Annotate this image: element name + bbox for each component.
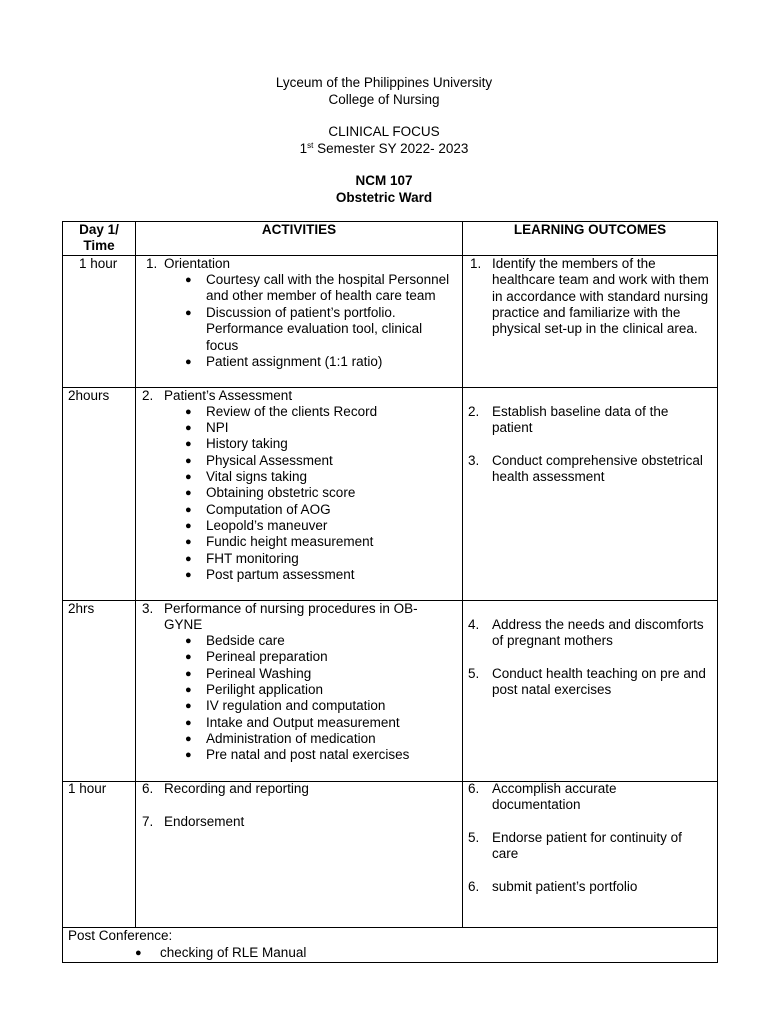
bullet-icon: ● — [185, 422, 192, 434]
activity-title: Patient’s Assessment — [164, 388, 293, 403]
university-name: Lyceum of the Philippines University — [275, 75, 493, 90]
bullet-text: Pre natal and post natal exercises — [206, 747, 410, 762]
semester-ordinal: 1 — [299, 141, 308, 156]
course-code: NCM 107 — [355, 173, 413, 188]
bullet-icon: ● — [185, 471, 192, 483]
bullet-icon: ● — [185, 700, 192, 712]
activity-title: Endorsement — [164, 814, 245, 829]
bullet-icon: ● — [185, 455, 192, 467]
outcome-number: 6. — [468, 879, 480, 894]
bullet-icon: ● — [185, 717, 192, 729]
bullet-text: Vital signs taking — [206, 469, 308, 484]
activity-number: 3. — [142, 601, 154, 616]
bullet-icon: ● — [185, 749, 192, 761]
bullet-text: Administration of medication — [206, 731, 376, 746]
bullet-text: Patient assignment (1:1 ratio) — [206, 354, 383, 369]
outcome-text: Endorse patient for continuity of care — [492, 830, 682, 862]
bullet-text: Review of the clients Record — [206, 404, 378, 419]
bullet-icon: ● — [185, 684, 192, 696]
bullet-text: Perilight application — [206, 682, 324, 697]
bullet-text: Perineal preparation — [206, 649, 328, 664]
bullet-icon: ● — [185, 553, 192, 565]
bullet-text: checking of RLE Manual — [160, 945, 307, 960]
bullet-icon: ● — [185, 569, 192, 581]
outcome-text: Establish baseline data of the patient — [492, 404, 669, 436]
activity-number: 1. — [146, 256, 158, 271]
post-conference-label: Post Conference: — [68, 928, 173, 943]
bullet-text: Intake and Output measurement — [206, 715, 400, 730]
bullet-icon: ● — [185, 668, 192, 680]
bullet-icon: ● — [185, 274, 192, 286]
row-divider — [62, 387, 718, 388]
outcome-text: Accomplish accurate documentation — [492, 781, 617, 813]
column-divider — [462, 221, 463, 927]
bullet-icon: ● — [135, 947, 142, 959]
outcome-number: 1. — [470, 256, 482, 271]
table-border-left — [62, 221, 63, 963]
bullet-text: History taking — [206, 436, 288, 451]
bullet-text: Leopold’s maneuver — [206, 518, 328, 533]
outcome-text: Conduct health teaching on pre and post natal exercises — [492, 666, 706, 698]
outcome-text: Identify the members of the healthcare team and work with them in accordance with standard nursing practice and familiarize with the physical set-up in the clinical area. — [492, 256, 709, 337]
bullet-text: Fundic height measurement — [206, 534, 374, 549]
bullet-icon: ● — [185, 438, 192, 450]
activity-number: 6. — [142, 781, 154, 796]
bullet-icon: ● — [185, 520, 192, 532]
activity-title: Recording and reporting — [164, 781, 309, 796]
column-divider — [135, 221, 136, 927]
clinical-focus-title: CLINICAL FOCUS — [328, 124, 440, 139]
time-cell: 2hours — [68, 388, 110, 403]
bullet-icon: ● — [185, 504, 192, 516]
semester-text: Semester SY 2022- 2023 — [313, 141, 469, 156]
bullet-icon: ● — [185, 406, 192, 418]
bullet-icon: ● — [185, 651, 192, 663]
outcome-text: Address the needs and discomforts of pregnant mothers — [492, 617, 704, 649]
time-cell: 2hrs — [68, 601, 95, 616]
outcome-number: 4. — [468, 617, 480, 632]
header-day-time: Day 1/ Time — [79, 222, 119, 254]
table-border-right — [717, 221, 718, 963]
header-activities: ACTIVITIES — [261, 222, 337, 237]
activity-number: 2. — [142, 388, 154, 403]
outcome-text: Conduct comprehensive obstetrical health assessment — [492, 453, 703, 485]
outcome-number: 5. — [468, 666, 480, 681]
bullet-text: Computation of AOG — [206, 502, 331, 517]
bullet-icon: ● — [185, 307, 192, 319]
bullet-text: FHT monitoring — [206, 551, 299, 566]
bullet-text: Obtaining obstetric score — [206, 485, 356, 500]
bullet-icon: ● — [185, 635, 192, 647]
header-learning-outcomes: LEARNING OUTCOMES — [513, 222, 667, 237]
outcome-text: submit patient’s portfolio — [492, 879, 638, 894]
time-cell: 1 hour — [68, 781, 107, 796]
time-cell: 1 hour — [79, 256, 118, 271]
bullet-text: Post partum assessment — [206, 567, 355, 582]
activity-title: Orientation — [164, 256, 231, 271]
bullet-text: IV regulation and computation — [206, 698, 386, 713]
ward-name: Obstetric Ward — [335, 190, 433, 205]
semester-ordinal-suffix: st — [307, 141, 314, 150]
activity-number: 7. — [142, 814, 154, 829]
college-name: College of Nursing — [328, 92, 440, 107]
table-border-bottom — [62, 962, 718, 963]
outcome-number: 2. — [468, 404, 480, 419]
outcome-number: 3. — [468, 453, 480, 468]
bullet-text: Physical Assessment — [206, 453, 333, 468]
activity-title: Performance of nursing procedures in OB-GYNE — [164, 601, 418, 633]
bullet-icon: ● — [185, 733, 192, 745]
bullet-icon: ● — [185, 487, 192, 499]
bullet-text: Courtesy call with the hospital Personnel and other member of health care team — [206, 272, 450, 304]
outcome-number: 5. — [468, 830, 480, 845]
bullet-text: NPI — [206, 420, 229, 435]
bullet-text: Discussion of patient’s portfolio. Performance evaluation tool, clinical focus — [206, 305, 423, 353]
outcome-number: 6. — [468, 781, 480, 796]
semester-line — [0, 140, 768, 157]
bullet-text: Bedside care — [206, 633, 285, 648]
bullet-icon: ● — [185, 536, 192, 548]
bullet-icon: ● — [185, 356, 192, 368]
bullet-text: Perineal Washing — [206, 666, 312, 681]
